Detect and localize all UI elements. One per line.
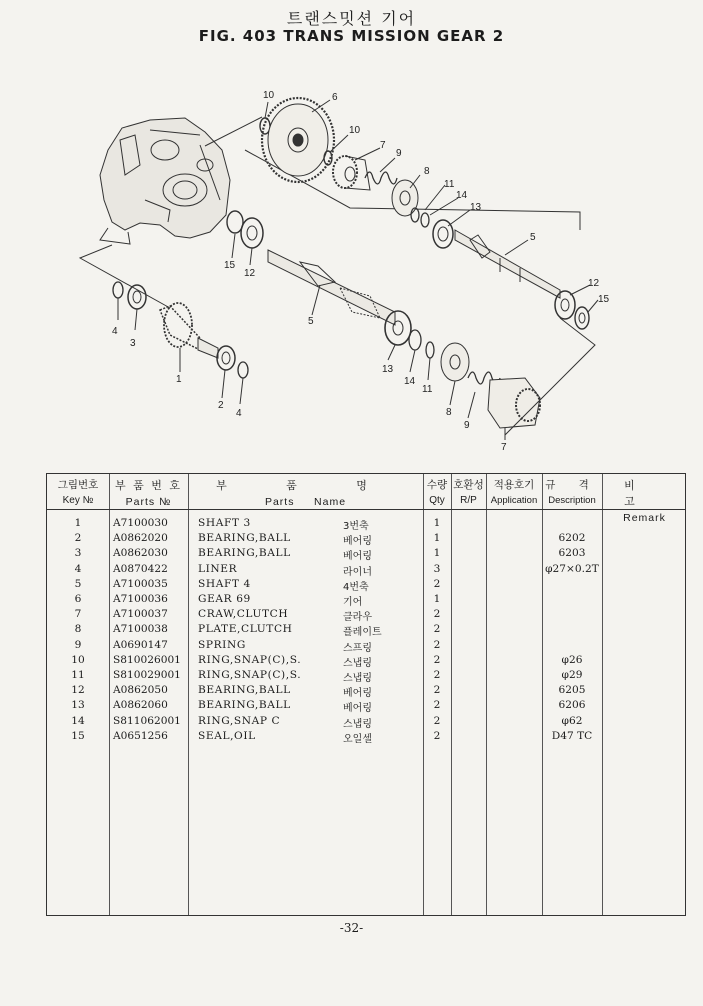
liner-4b-drawing	[238, 362, 248, 378]
part-name-cell: CRAW,CLUTCH	[198, 608, 289, 621]
callout-4: 4	[112, 326, 118, 337]
part-number-cell: A0651256	[113, 729, 168, 742]
quantity-cell: 1	[433, 593, 441, 605]
callout-15: 15	[598, 294, 610, 305]
korean-name-cell: 3번축	[343, 521, 369, 532]
part-number-cell: A7100030	[113, 517, 168, 529]
callout-14: 14	[456, 190, 468, 201]
bearing-12-upper-drawing	[555, 291, 575, 319]
callout-6: 6	[332, 92, 338, 103]
part-name-cell: SPRING	[198, 638, 246, 651]
part-number-cell: A0862060	[113, 699, 168, 712]
oil-seal-15-upper-drawing	[575, 307, 589, 329]
page-title-korean: 트랜스밋션 기어	[286, 9, 417, 28]
callout-12: 12	[244, 268, 256, 279]
callout-13: 13	[382, 364, 394, 375]
callout-15: 15	[224, 260, 236, 271]
quantity-cell: 2	[433, 669, 441, 681]
key-cell: 4	[74, 562, 82, 575]
header-remark: 비 고 Remark	[623, 479, 666, 524]
key-cell: 13	[71, 699, 85, 712]
callout-8: 8	[424, 166, 430, 177]
shaft-3-drawing	[160, 303, 218, 358]
table-row	[47, 517, 685, 532]
table-row	[47, 715, 685, 730]
key-cell: 6	[74, 593, 82, 605]
part-name-cell: LINER	[198, 562, 238, 575]
header-parts-name: 부 품 명 Parts Name	[216, 479, 395, 508]
transmission-case-drawing	[100, 118, 230, 244]
key-cell: 12	[71, 684, 85, 697]
callout-11: 11	[444, 179, 455, 190]
korean-name-cell: 클라우	[343, 612, 372, 624]
table-row	[47, 578, 685, 593]
part-number-cell: A0862020	[113, 532, 168, 545]
description-cell: 6202	[558, 532, 586, 545]
table-row	[47, 593, 685, 608]
part-name-cell: BEARING,BALL	[198, 699, 291, 712]
parts-table	[46, 473, 686, 916]
part-number-cell: A0862030	[113, 547, 168, 560]
part-name-cell: BEARING,BALL	[198, 532, 291, 545]
korean-name-cell: 베어링	[343, 703, 372, 715]
callout-12: 12	[588, 278, 600, 289]
clutch-plate-upper-drawing	[392, 180, 418, 216]
key-cell: 15	[71, 729, 85, 742]
header-rp: 호환성 R/P	[453, 479, 484, 506]
description-cell: 6206	[558, 699, 586, 712]
table-row	[47, 699, 685, 714]
table-row	[47, 639, 685, 654]
shaft-4-lower-drawing	[268, 250, 395, 325]
quantity-cell: 2	[433, 699, 441, 712]
korean-name-cell: 스냅링	[343, 718, 372, 730]
callout-5: 5	[530, 232, 536, 243]
callout-7: 7	[380, 140, 386, 151]
part-name-cell: PLATE,CLUTCH	[198, 623, 293, 636]
quantity-cell: 2	[433, 623, 441, 636]
part-name-cell: SEAL,OIL	[198, 729, 256, 742]
table-row	[47, 608, 685, 623]
bearing-3-drawing	[128, 285, 146, 309]
table-row	[47, 654, 685, 669]
header-key: 그림번호 Key №	[57, 479, 99, 506]
header-description: 규 격 Description	[545, 479, 599, 506]
key-cell: 11	[71, 669, 85, 681]
quantity-cell: 1	[433, 517, 441, 529]
table-row	[47, 684, 685, 699]
callout-9: 9	[396, 148, 402, 159]
part-name-cell: SHAFT 3	[198, 517, 251, 529]
callout-11: 11	[422, 384, 433, 395]
bearing-12-lower-drawing	[241, 218, 263, 248]
quantity-cell: 2	[433, 638, 441, 651]
description-cell: φ27×0.2T	[545, 562, 599, 575]
description-cell: φ62	[561, 714, 583, 727]
callout-10: 10	[349, 125, 361, 136]
part-number-cell: A7100038	[113, 623, 168, 636]
korean-name-cell: 기어	[343, 597, 363, 608]
header-qty: 수량 Qty	[426, 479, 448, 506]
description-cell: φ26	[561, 653, 583, 666]
key-cell: 5	[74, 577, 82, 590]
key-cell: 7	[74, 608, 82, 621]
quantity-cell: 1	[433, 547, 441, 560]
callout-2: 2	[218, 400, 224, 411]
korean-name-cell: 4번축	[343, 581, 369, 593]
description-cell: 6203	[558, 547, 586, 560]
description-cell: D47 TC	[551, 729, 593, 742]
part-number-cell: A0690147	[113, 638, 168, 651]
part-number-cell: A7100037	[113, 608, 168, 621]
part-name-cell: GEAR 69	[198, 593, 251, 605]
callout-5: 5	[308, 316, 314, 327]
claw-clutch-upper-drawing	[333, 156, 370, 190]
key-cell: 10	[71, 653, 85, 666]
table-row	[47, 730, 685, 745]
table-row	[47, 623, 685, 638]
table-row	[47, 669, 685, 684]
liner-4-drawing	[113, 282, 123, 298]
key-cell: 3	[74, 547, 82, 560]
quantity-cell: 2	[433, 608, 441, 621]
clutch-plate-lower-drawing	[441, 343, 469, 381]
part-name-cell: RING,SNAP(C),S.	[198, 653, 302, 666]
spring-upper-drawing	[365, 172, 397, 184]
part-name-cell: BEARING,BALL	[198, 547, 291, 560]
quantity-cell: 2	[433, 653, 441, 666]
table-row	[47, 563, 685, 578]
quantity-cell: 2	[433, 577, 441, 590]
part-number-cell: S810026001	[113, 653, 181, 666]
korean-name-cell: 플레이트	[343, 627, 382, 639]
header-parts-number: 부 품 번 호 Parts №	[115, 479, 182, 508]
bearing-2-drawing	[217, 346, 235, 370]
key-cell: 9	[74, 638, 82, 651]
korean-name-cell: 스냅링	[343, 673, 372, 684]
korean-name-cell: 스냅링	[343, 657, 372, 669]
callout-10: 10	[263, 90, 275, 101]
part-name-cell: SHAFT 4	[198, 577, 251, 590]
quantity-cell: 2	[433, 729, 441, 742]
key-cell: 1	[74, 517, 82, 529]
callout-9: 9	[464, 420, 470, 431]
callout-1: 1	[176, 374, 182, 385]
quantity-cell: 2	[433, 684, 441, 697]
part-number-cell: A0862050	[113, 684, 168, 697]
key-cell: 8	[74, 623, 82, 636]
claw-clutch-lower-drawing	[488, 378, 540, 428]
description-cell: 6205	[558, 684, 586, 697]
korean-name-cell: 오일셀	[343, 733, 372, 745]
callout-4: 4	[236, 408, 242, 419]
korean-name-cell: 베어링	[343, 551, 372, 563]
korean-name-cell: 라이너	[343, 566, 372, 578]
callout-8: 8	[446, 407, 452, 418]
key-cell: 2	[74, 532, 82, 545]
page-title: FIG. 403 TRANS MISSION GEAR 2	[198, 27, 505, 45]
bearing-13-lower-drawing	[385, 311, 411, 345]
shaft-4-upper-drawing	[455, 230, 560, 298]
header-application: 적용호기 Application	[490, 479, 538, 506]
page-number: -32-	[339, 921, 364, 935]
korean-name-cell: 스프링	[343, 642, 372, 654]
part-number-cell: S811062001	[113, 714, 181, 727]
callout-3: 3	[130, 338, 136, 349]
part-number-cell: S810029001	[113, 669, 181, 681]
part-name-cell: RING,SNAP(C),S.	[198, 669, 302, 681]
part-number-cell: A7100035	[113, 577, 168, 590]
quantity-cell: 2	[433, 714, 441, 727]
callout-14: 14	[404, 376, 416, 387]
table-row	[47, 547, 685, 562]
callout-7: 7	[501, 442, 507, 453]
table-row	[47, 532, 685, 547]
gear-69-drawing	[262, 98, 334, 182]
part-name-cell: RING,SNAP C	[198, 714, 281, 727]
exploded-parts-diagram	[0, 60, 703, 460]
korean-name-cell: 베어링	[343, 688, 372, 700]
part-number-cell: A7100036	[113, 593, 168, 605]
quantity-cell: 1	[433, 532, 441, 545]
description-cell: φ29	[561, 669, 583, 681]
key-cell: 14	[71, 714, 85, 727]
korean-name-cell: 베어링	[343, 536, 372, 548]
callout-13: 13	[470, 202, 482, 213]
part-name-cell: BEARING,BALL	[198, 684, 291, 697]
quantity-cell: 3	[433, 562, 441, 575]
part-number-cell: A0870422	[113, 562, 168, 575]
